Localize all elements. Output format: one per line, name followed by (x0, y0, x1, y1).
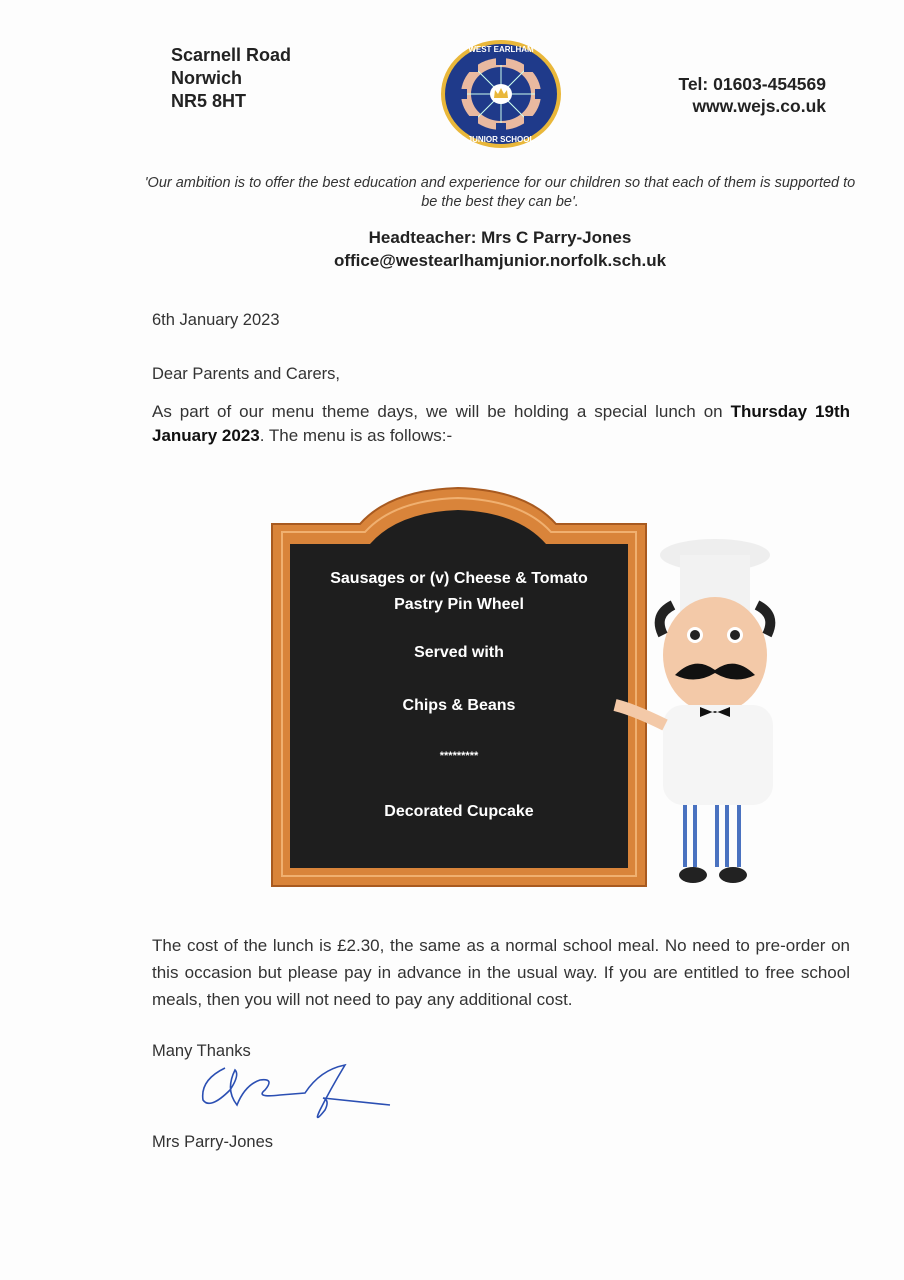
menu-item: Pastry Pin Wheel (394, 596, 524, 613)
cost-paragraph: The cost of the lunch is £2.30, the same as a normal school meal. No need to pre-order on this occasion but please pay in advance in the usual way. If you are entitled to free school meals, then you will not need to pay any additional cost. (152, 936, 850, 1009)
menu-sides: Chips & Beans (402, 697, 516, 714)
salutation: Dear Parents and Carers, (152, 365, 341, 383)
menu-item: Sausages or (v) Cheese & Tomato (330, 570, 588, 587)
intro-text: . The menu is as follows:- (259, 426, 453, 445)
intro-paragraph (152, 400, 850, 448)
headteacher: Headteacher: Mrs C Parry-Jones (368, 228, 632, 247)
school-logo (438, 38, 564, 150)
menu-served-with: Served with (414, 644, 504, 661)
website-link[interactable]: www.wejs.co.uk (692, 96, 826, 116)
school-address (171, 44, 291, 113)
address-line: NR5 8HT (171, 91, 247, 111)
closing: Many Thanks (152, 1042, 251, 1060)
svg-text:WEST EARLHAM: WEST EARLHAM (468, 45, 534, 54)
menu-main (290, 566, 628, 618)
letter-date: 6th January 2023 (152, 311, 280, 329)
school-contact (678, 73, 826, 117)
telephone: Tel: 01603-454569 (678, 74, 826, 94)
school-motto: 'Our ambition is to offer the best education and experience for our children so that each of them is supported to be the best they can be'. (144, 175, 856, 210)
chef-illustration (605, 535, 780, 887)
svg-text:JUNIOR SCHOOL: JUNIOR SCHOOL (467, 135, 535, 144)
address-line: Norwich (171, 68, 243, 88)
event-date: Thursday 19th January 2023 (152, 402, 850, 445)
menu-chalkboard (270, 486, 650, 888)
email-link[interactable]: office@westearlhamjunior.norfolk.sch.uk (333, 251, 667, 270)
address-line: Scarnell Road (171, 45, 292, 65)
headteacher-block (200, 226, 800, 272)
menu-dessert: Decorated Cupcake (384, 803, 534, 820)
signatory-name: Mrs Parry-Jones (152, 1133, 274, 1151)
menu-separator: ********* (439, 750, 479, 762)
signature (195, 1060, 395, 1130)
intro-text: As part of our menu theme days, we will be holding a special lunch on (152, 402, 731, 421)
